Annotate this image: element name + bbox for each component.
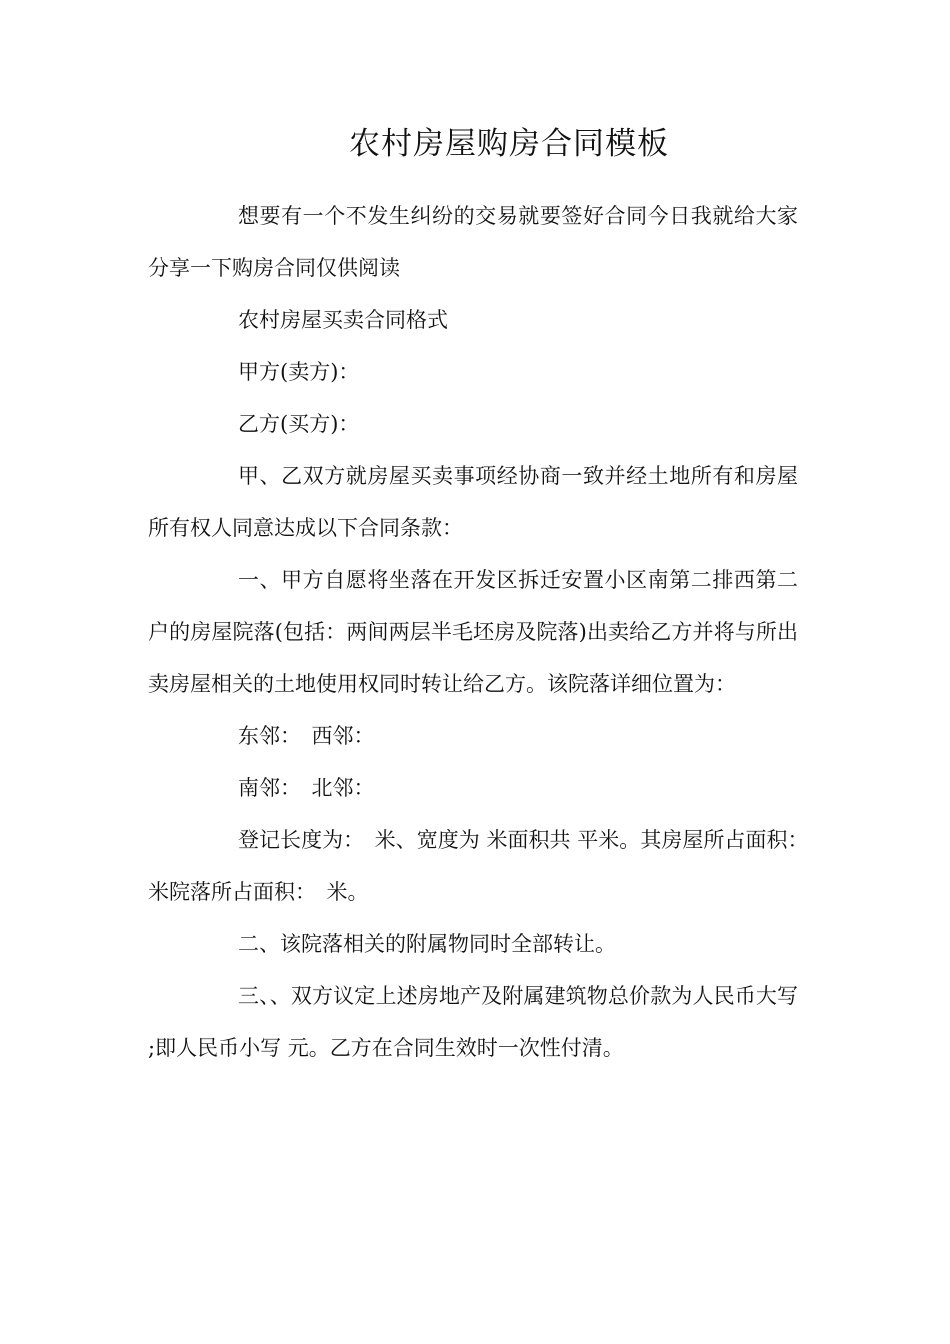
party-b-line: 乙方(买方)：	[238, 412, 360, 436]
party-a-line: 甲方(卖方)：	[238, 360, 360, 384]
intro-paragraph: 想要有一个不发生纠纷的交易就要签好合同今日我就给大家分享一下购房合同仅供阅读	[148, 204, 798, 280]
section-heading: 农村房屋买卖合同格式	[238, 308, 448, 332]
clause-one-paragraph: 一、甲方自愿将坐落在开发区拆迁安置小区南第二排西第二户的房屋院落(包括：两间两层半毛坯房及院落)出卖给乙方并将与所出卖房屋相关的土地使用权同时转让给乙方。该院落详细位置为：	[148, 568, 798, 696]
clause-three-paragraph: 三、、双方议定上述房地产及附属建筑物总价款为人民币大写 ;即人民币小写 元。乙方在合同生效时一次性付清。	[148, 984, 798, 1060]
document-body	[148, 190, 819, 1074]
agreement-paragraph: 甲、乙双方就房屋买卖事项经协商一致并经土地所有和房屋所有权人同意达成以下合同条款：	[148, 464, 798, 540]
dimensions-paragraph: 登记长度为： 米、宽度为 米面积共 平米。其房屋所占面积： 米院落所占面积： 米。	[148, 828, 819, 904]
east-west-neighbors-line: 东邻： 西邻：	[238, 724, 375, 748]
south-north-neighbors-line: 南邻： 北邻：	[238, 776, 375, 800]
clause-two-paragraph: 二、该院落相关的附属物同时全部转让。	[238, 932, 616, 956]
document-title: 农村房屋购房合同模板	[349, 126, 669, 162]
